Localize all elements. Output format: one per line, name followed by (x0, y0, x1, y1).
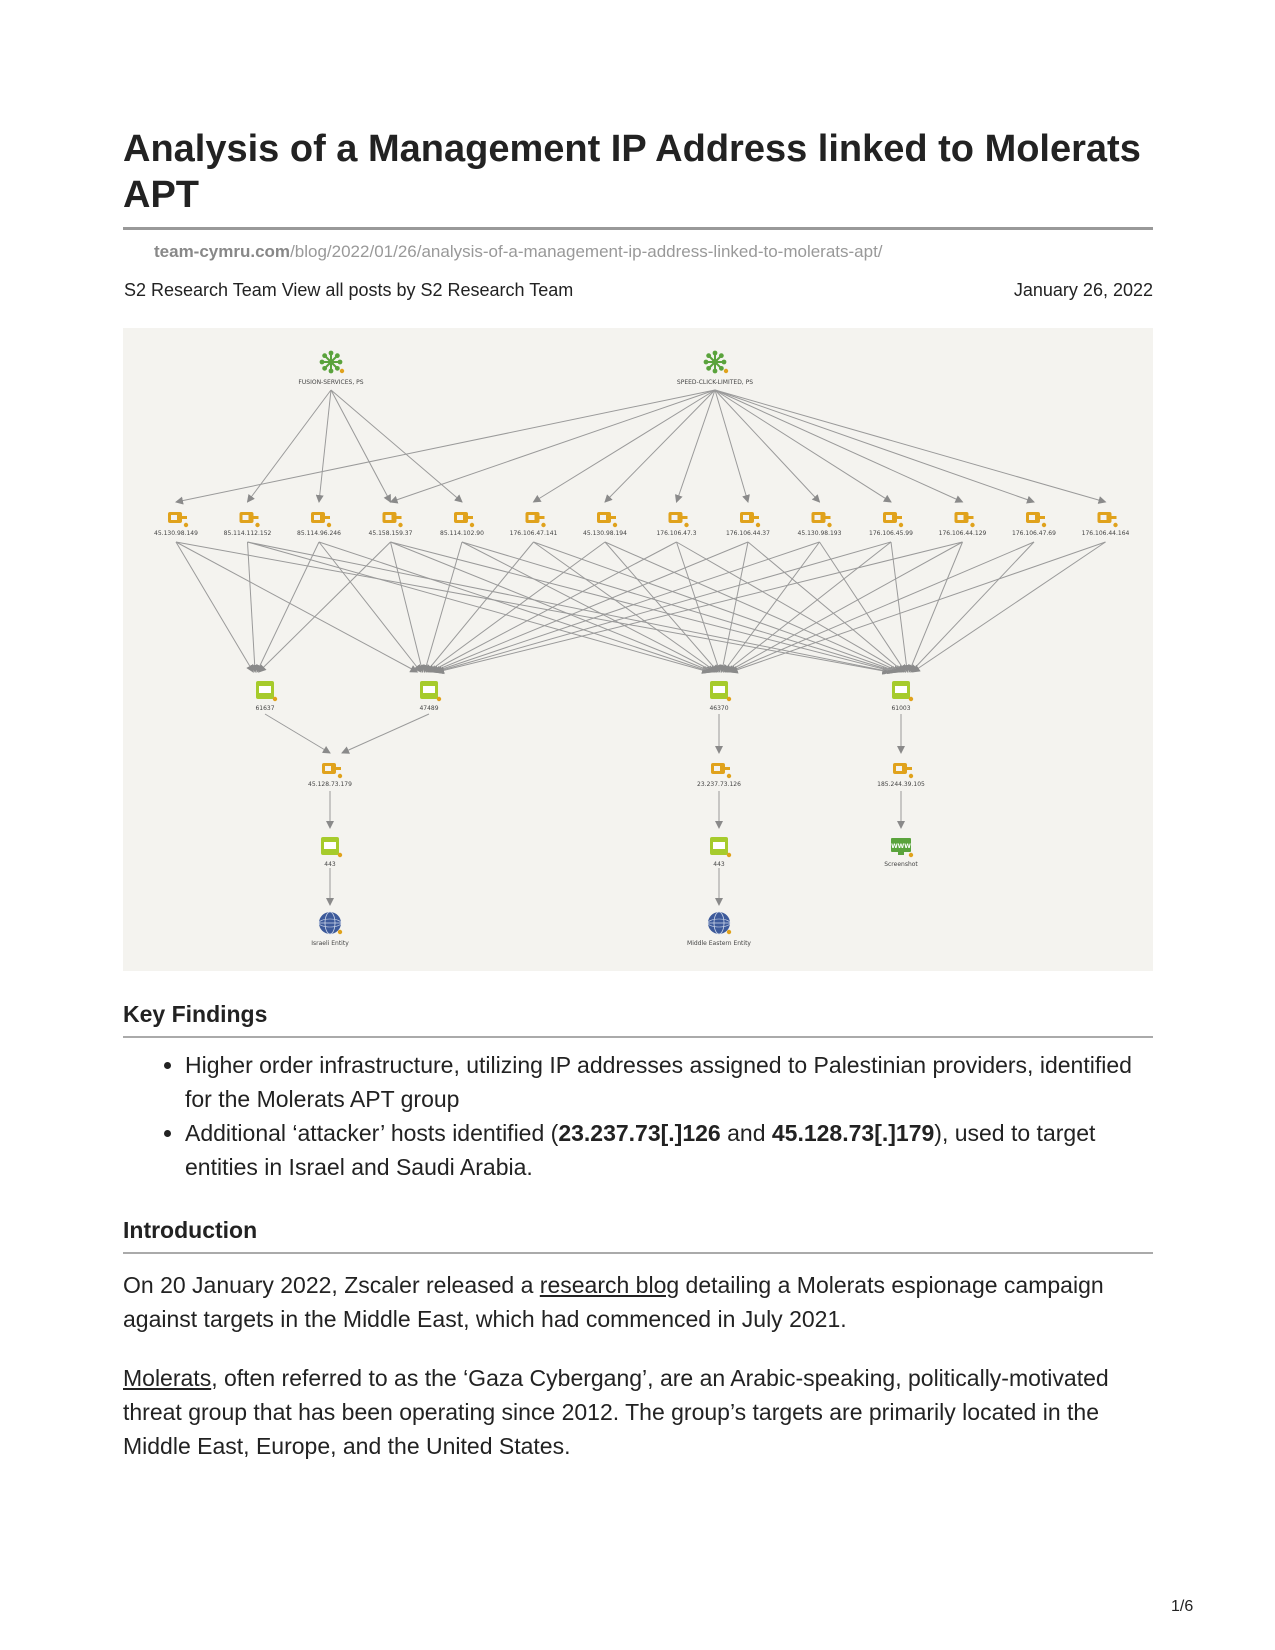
page-title: Analysis of a Management IP Address linked to Molerats APT (123, 128, 1141, 216)
graph-edge (176, 542, 417, 672)
globe-icon (319, 912, 341, 934)
ip-address-icon (955, 512, 974, 523)
ip-label: 176.106.44.37 (726, 530, 770, 537)
ip-address-icon (240, 512, 259, 523)
finding-2-and: and (720, 1120, 772, 1146)
graph-edge (534, 542, 717, 672)
provider-icon (320, 351, 343, 374)
finding-2-start: Additional ‘attacker’ hosts identified ( (185, 1120, 559, 1146)
graph-edge (715, 390, 1034, 502)
intro-paragraph-2 (123, 1361, 1153, 1463)
introduction-divider (123, 1252, 1153, 1254)
port-icon (256, 681, 274, 699)
pin-icon (727, 774, 731, 778)
key-findings-heading: Key Findings (123, 1001, 268, 1027)
graph-edge (331, 390, 462, 502)
pin-icon (541, 523, 545, 527)
pin-icon (338, 930, 342, 934)
molerats-link[interactable]: Molerats (123, 1365, 212, 1391)
attacker-ip-2: 45.128.73[.]179 (771, 1120, 935, 1146)
ip-label: 45.130.98.194 (583, 530, 627, 537)
graph-edge (391, 390, 716, 502)
ip-address-icon (893, 763, 912, 774)
pin-icon (437, 697, 441, 701)
ip-address-icon (711, 763, 730, 774)
pin-icon (756, 523, 760, 527)
service-label: Screenshot (884, 861, 918, 868)
port-icon (892, 681, 910, 699)
intro-p1-end: detailing a Molerats espionage campaign against targets in the Middle East, which had commenced in July 2021. (123, 1272, 1104, 1332)
ip-label: 45.158.159.37 (368, 530, 413, 537)
attacker-ip-label: 23.237.73.126 (697, 781, 741, 788)
graph-edge (176, 542, 889, 672)
key-findings-divider (123, 1036, 1153, 1038)
pin-icon (398, 523, 402, 527)
pin-icon (338, 853, 342, 857)
graph-edge (731, 542, 1106, 672)
graph-edge (331, 390, 391, 502)
pin-icon (273, 697, 277, 701)
pin-icon (327, 523, 331, 527)
ip-label: 176.106.47.3 (656, 530, 697, 537)
graph-edge (248, 390, 332, 502)
graph-edge (722, 542, 748, 672)
graph-edge (534, 390, 716, 502)
pin-icon (899, 523, 903, 527)
graph-edge (342, 714, 429, 753)
graph-edge (677, 542, 902, 672)
graph-edge (725, 542, 891, 672)
graph-edge (911, 542, 1034, 672)
provider-icon (704, 351, 727, 374)
ip-label: 85.114.102.90 (440, 530, 484, 537)
pin-icon (338, 774, 342, 778)
list-item (185, 1116, 1153, 1184)
graph-edge (248, 542, 256, 672)
graph-edge (176, 390, 715, 502)
ip-address-icon (454, 512, 473, 523)
ip-label: 45.130.98.193 (797, 530, 842, 537)
ip-label: 85.114.96.246 (297, 530, 341, 537)
pin-icon (909, 774, 913, 778)
ip-label: 176.106.47.69 (1012, 530, 1056, 537)
port-icon (420, 681, 438, 699)
ip-label: 85.114.112.152 (223, 530, 272, 537)
ip-label: 176.106.44.164 (1081, 530, 1130, 537)
intro-p2-rest: , often referred to as the ‘Gaza Cybergang’, are an Arabic-speaking, politically-motivated threat group that has been operating since 2012. The group’s targets are primarily located in the Middle East, Europe, and the United States. (123, 1365, 1109, 1459)
ip-address-icon (1098, 512, 1117, 523)
ip-address-icon (1026, 512, 1045, 523)
pin-icon (184, 523, 188, 527)
graph-edge (677, 390, 716, 502)
pin-icon (470, 523, 474, 527)
intro-p1-start: On 20 January 2022, Zscaler released a (123, 1272, 540, 1298)
pin-icon (1042, 523, 1046, 527)
pin-icon (909, 853, 913, 857)
provider-label: SPEED-CLICK-LIMITED, PS (676, 379, 754, 386)
attacker-ip-label: 185.244.39.105 (877, 781, 925, 788)
ip-address-icon (311, 512, 330, 523)
graph-canvas (123, 328, 1153, 971)
graph-edge (715, 390, 891, 502)
ip-address-icon (883, 512, 902, 523)
service-label: 443 (713, 861, 725, 868)
graph-edge (462, 542, 897, 672)
graph-edge (913, 542, 1106, 672)
pin-icon (970, 523, 974, 527)
ip-label: 176.106.47.141 (509, 530, 558, 537)
key-findings-list (123, 1048, 1153, 1184)
www-icon-label: WWW (891, 843, 911, 850)
source-url[interactable] (154, 242, 883, 262)
pin-icon (724, 369, 728, 373)
graph-edge (259, 542, 391, 672)
pin-icon (255, 523, 259, 527)
port-label: 61003 (891, 705, 911, 712)
attacker-ip-label: 45.128.73.179 (308, 781, 352, 788)
port-label: 61637 (255, 705, 275, 712)
pin-icon (727, 697, 731, 701)
ip-address-icon (812, 512, 831, 523)
pin-icon (340, 369, 344, 373)
port-label: 46370 (709, 705, 729, 712)
graph-edge (391, 542, 423, 672)
graph-edge (605, 390, 715, 502)
graph-edge (715, 390, 748, 502)
pin-icon (727, 853, 731, 857)
pin-icon (909, 697, 913, 701)
ip-address-icon (383, 512, 402, 523)
ip-address-icon (168, 512, 187, 523)
ip-label: 45.130.98.149 (154, 530, 198, 537)
page-number: 1/6 (1171, 1598, 1194, 1615)
ip-address-icon (669, 512, 688, 523)
byline: S2 Research Team View all posts by S2 Research Team (124, 280, 574, 300)
finding-1: Higher order infrastructure, utilizing IP addresses assigned to Palestinian providers, identified for the Molerats APT group (185, 1052, 1132, 1112)
pin-icon (1113, 523, 1117, 527)
www-icon (891, 838, 911, 855)
graph-edge (891, 542, 907, 672)
intro-paragraph-1 (123, 1268, 1153, 1336)
graph-edge (257, 542, 319, 672)
graph-edge (265, 714, 330, 753)
ip-label: 176.106.45.99 (869, 530, 913, 537)
provider-label: FUSION-SERVICES, PS (298, 379, 364, 386)
graph-edge (176, 542, 253, 672)
globe-icon (708, 912, 730, 934)
target-label: Israeli Entity (311, 940, 349, 947)
graph-edge (319, 542, 421, 672)
service-label: 443 (324, 861, 336, 868)
pin-icon (827, 523, 831, 527)
post-date: January 26, 2022 (1013, 280, 1153, 300)
port-label: 47489 (419, 705, 439, 712)
pin-icon (727, 930, 731, 934)
graph-edge (729, 542, 1034, 672)
infrastructure-graph (123, 328, 1153, 971)
ip-address-icon (526, 512, 545, 523)
attacker-ip-1: 23.237.73[.]126 (558, 1120, 721, 1146)
ip-address-icon (597, 512, 616, 523)
graph-edge (425, 542, 463, 672)
target-label: Middle Eastern Entity (687, 940, 751, 947)
graph-edge (715, 390, 963, 502)
title-divider (123, 227, 1153, 230)
ip-label: 176.106.44.129 (938, 530, 987, 537)
graph-edge (605, 542, 900, 672)
graph-edge (715, 390, 1106, 502)
graph-edge (319, 390, 331, 502)
ip-address-icon (322, 763, 341, 774)
url-domain: team-cymru.com (154, 242, 291, 261)
graph-edge (248, 542, 892, 672)
research-blog-link[interactable]: research blog (539, 1272, 680, 1298)
graph-edges (176, 390, 1106, 905)
pin-icon (684, 523, 688, 527)
url-path: /blog/2022/01/26/analysis-of-a-management-ip-address-linked-to-molerats-apt/ (290, 242, 883, 261)
port-icon (710, 681, 728, 699)
pin-icon (613, 523, 617, 527)
port-icon (710, 837, 728, 855)
introduction-heading: Introduction (123, 1217, 258, 1243)
finding-2-end: ), used to target entities in Israel and Saudi Arabia. (185, 1120, 1096, 1180)
ip-address-icon (740, 512, 759, 523)
list-item (185, 1048, 1153, 1116)
port-icon (321, 837, 339, 855)
